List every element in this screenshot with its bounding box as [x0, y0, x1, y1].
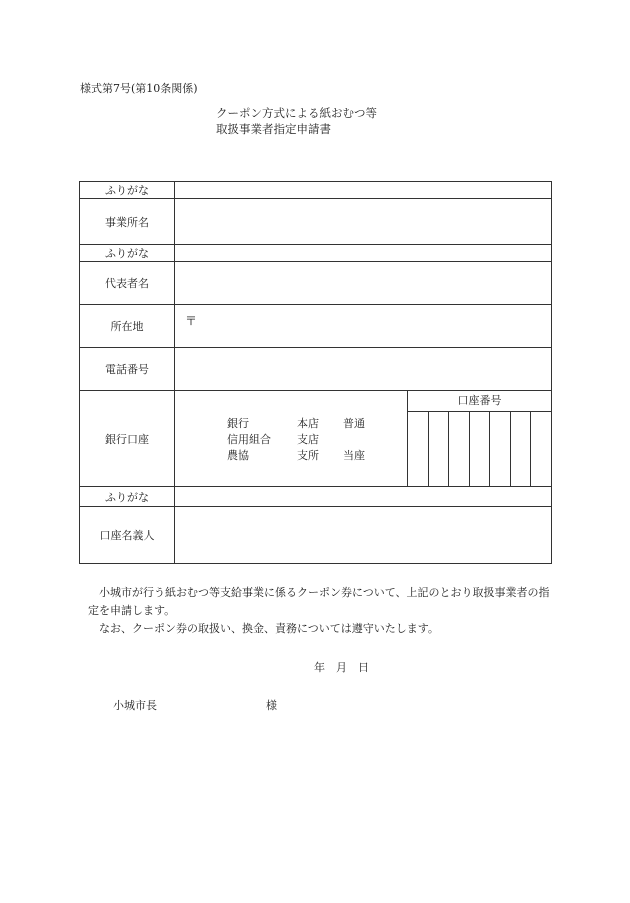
business-name-label: 事業所名 — [80, 199, 175, 245]
furigana-label-business: ふりがな — [80, 182, 175, 199]
bank-account-label: 銀行口座 — [80, 391, 175, 487]
branch-type-office[interactable]: 支所 — [297, 449, 319, 462]
account-type-ordinary[interactable]: 普通 — [343, 417, 365, 430]
furigana-label-representative: ふりがな — [80, 245, 175, 262]
bank-account-field — [175, 391, 552, 487]
title-line-1: クーポン方式による紙おむつ等 — [216, 106, 377, 120]
account-digit-cell[interactable] — [470, 412, 491, 486]
bank-type-credit-union[interactable]: 信用組合 — [227, 433, 271, 446]
title-line-2: 取扱事業者指定申請書 — [216, 122, 331, 136]
business-name-field[interactable] — [175, 199, 552, 245]
representative-field[interactable] — [175, 262, 552, 305]
account-holder-label: 口座名義人 — [80, 507, 175, 564]
account-digit-cell[interactable] — [511, 412, 532, 486]
addressee: 小城市長 — [113, 699, 157, 712]
account-type-empty — [343, 433, 383, 447]
account-digit-cell[interactable] — [531, 412, 551, 486]
furigana-field-representative[interactable] — [175, 245, 552, 262]
branch-type-main[interactable]: 本店 — [297, 417, 319, 430]
statement-paragraph-1: 小城市が行う紙おむつ等支給事業に係るクーポン券について、上記のとおり取扱事業者の指定を申請します。 — [88, 586, 550, 617]
representative-label: 代表者名 — [80, 262, 175, 305]
phone-field[interactable] — [175, 348, 552, 391]
bank-options — [175, 391, 407, 486]
bank-type-agri-coop[interactable]: 農協 — [227, 449, 249, 462]
furigana-field-business[interactable] — [175, 182, 552, 199]
furigana-field-holder[interactable] — [175, 487, 552, 507]
account-number-box — [407, 391, 551, 486]
branch-type-branch[interactable]: 支店 — [297, 433, 319, 446]
address-label: 所在地 — [80, 305, 175, 348]
bank-type-bank[interactable]: 銀行 — [227, 417, 249, 430]
postal-mark: 〒 — [185, 313, 198, 328]
application-table — [79, 181, 552, 564]
form-number: 様式第7号(第10条関係) — [80, 82, 198, 95]
phone-label: 電話番号 — [80, 348, 175, 391]
account-digit-cell[interactable] — [490, 412, 511, 486]
statement-paragraph-2: なお、クーポン券の取扱い、換金、責務については遵守いたします。 — [99, 622, 439, 635]
date-line: 年 月 日 — [314, 661, 369, 674]
account-digit-cell[interactable] — [408, 412, 429, 486]
account-number-label: 口座番号 — [408, 391, 551, 412]
furigana-label-holder: ふりがな — [80, 487, 175, 507]
account-holder-field[interactable] — [175, 507, 552, 564]
document-title — [216, 105, 377, 137]
account-digit-cell[interactable] — [429, 412, 450, 486]
account-digit-cell[interactable] — [449, 412, 470, 486]
honorific: 様 — [266, 699, 277, 712]
address-field[interactable] — [175, 305, 552, 348]
application-statement — [88, 584, 552, 638]
account-type-current[interactable]: 当座 — [343, 449, 365, 462]
